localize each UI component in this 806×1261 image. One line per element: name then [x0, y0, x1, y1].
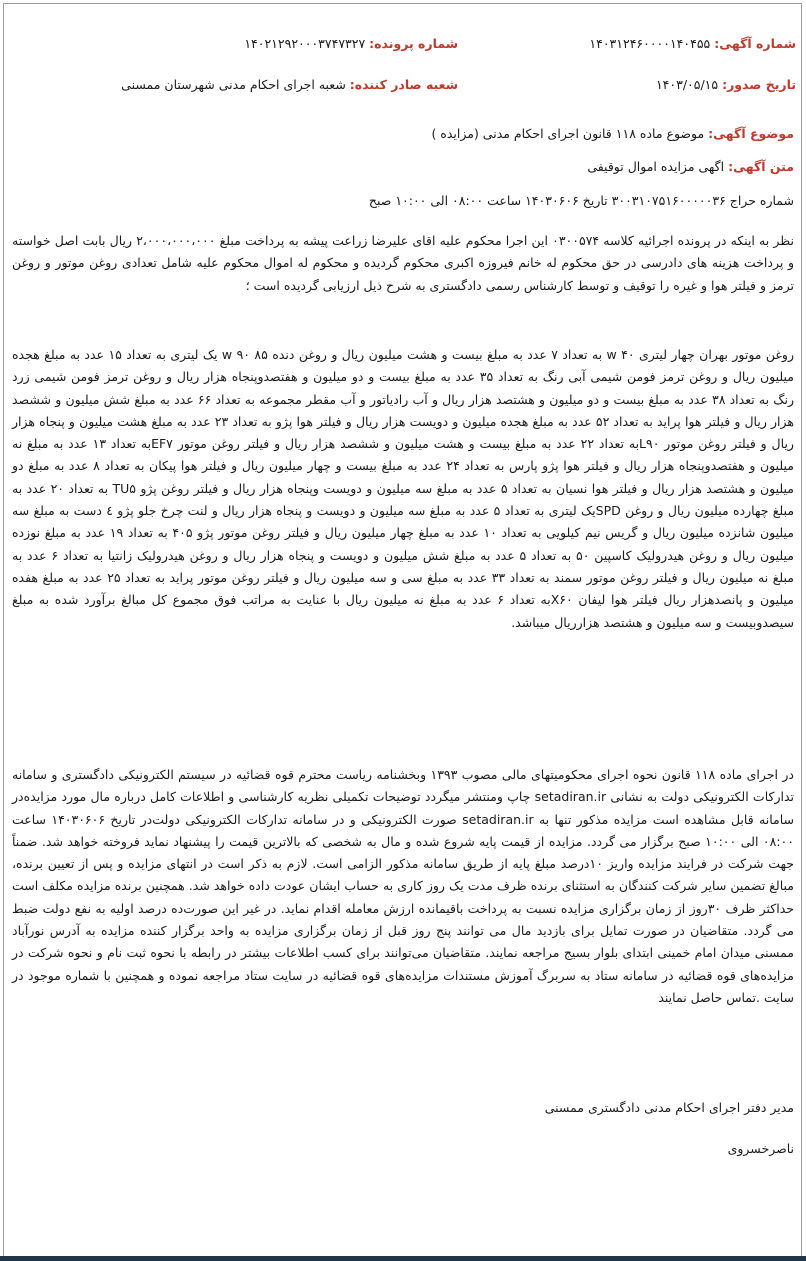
paragraph-items: روغن موتور بهران چهار لیتری ۴۰ w به تعداد ۷ عدد به مبلغ بیست و هشت میلیون ریال و روغن دنده ۸۵ ۹۰ w یک لیتری به تعداد ۱۵ عدد به مبلغ هجده میلیون ریال و روغن ترمز فومن شیمی آبی رنگ به تعداد ۳۵ عدد به مبلغ بیست و دو میلیون و هفتصدوپنجاه هزار ریال و روغن ترمز فومن شیمی زرد رنگ به تعداد ۳۸ عدد به مبلغ بیست و دو میلیون و هشتصد هزار ریال و آب رادیاتور و آب مقطر مجموعه به تعداد ۶۶ عدد به مبلغ شش میلیون و ششصد هزار ریال و فیلتر هوا پراید به تعداد ۵۲ عدد به مبلغ هجده میلیون و دویست هزار ریال و فیلتر هوا پژو به تعداد ۲۳ عدد به مبلغ هشت میلیون و پنجاه هزار ریال و فیلتر روغن موتور L۹۰به تعداد ۲۲ عدد به مبلغ بیست و هشت میلیون و ششصد هزار ریال و فیلتر روغن موتور EF۷به تعداد ۱۳ عدد به مبلغ نه میلیون و هفتصدوپنجاه هزار ریال و فیلتر هوا پژو پارس به تعداد ۲۴ عدد به مبلغ بیست و چهار میلیون ریال و فیلتر هوا پیکان به تعداد ۸ عدد به مبلغ دو میلیون و هشتصد هزار ریال و فیلتر هوا نسیان به تعداد ۵ عدد به مبلغ سه میلیون و دویست وپنجاه هزار ریال و فیلتر روغن پژو TU۵ به تعداد ۲۰ عدد به مبلغ چهارده میلیون ریال و روغن SPDیک لیتری به تعداد ۵ عدد به مبلغ سه میلیون و دویست و پنجاه هزار ریال و لنت چرخ جلو پژو ٤ دست به مبلغ سه میلیون شانزده میلیون ریال و گریس نیم کیلویی به تعداد ۱۰ عدد به مبلغ چهار میلیون ریال و فیلتر روغن موتور پژو ۴۰۵ به تعداد ۱۹ عدد به مبلغ نوزده میلیون ریال و روغن هیدرولیک کاسپین ۵۰ به تعداد ۵ عدد به مبلغ شش میلیون و دویست و پنجاه هزار ریال و روغن هیدرولیک زانتیا به تعداد ۶ عدد به مبلغ نه میلیون ریال و فیلتر روغن موتور سمند به تعداد ۳۳ عدد به مبلغ سی و سه میلیون ریال و فیلتر روغن موتور پراید به تعداد ۲۵ عدد به مبلغ هفده میلیون و پانصدهزار ریال فیلتر هوا لیفان X۶۰به تعداد ۶ عدد به مبلغ نه میلیون ریال با عنایت به مراتب فوق مجموع کل مبالغ برآورد شده به مبلغ سیصدوبیست و سه میلیون و هشتصد هزارریال میباشد. — [12, 347, 795, 630]
header-row-1 — [10, 33, 796, 55]
header-row-2 — [10, 74, 796, 96]
ad-number-value: ۱۴۰۳۱۲۴۶۰۰۰۰۱۴۰۴۵۵ — [589, 36, 711, 51]
issuer-label: شعبه صادر کننده: — [349, 77, 458, 92]
ad-number — [589, 33, 796, 55]
case-number-value: ۱۴۰۲۱۲۹۲۰۰۰۳۷۴۷۳۲۷ — [244, 36, 366, 51]
issuer — [121, 74, 458, 96]
issue-date-label: تاریخ صدور: — [722, 77, 796, 92]
auction-line: شماره حراج ۳۰۰۳۱۰۷۵۱۶۰۰۰۰۰۳۶ تاریخ ۱۴۰۳۰۶۰۶ ساعت ۰۸:۰۰ الی ۱۰:۰۰ صبح — [368, 193, 794, 208]
paragraph-intro: نظر به اینکه در پرونده اجرائیه کلاسه ۰۳۰۰۵۷۴ این اجرا محکوم علیه اقای علیرضا زراعت پیشه به پرداخت مبلغ ۲،۰۰۰،۰۰۰،۰۰۰ ریال بابت اصل خواسته و پرداخت هزینه های دادرسی در حق محکوم له خانم فیروزه اکبری محکوم گردیده و محکوم له اموال محکوم علیه شامل تعدادی روغن موتور و روغن ترمز و فیلتر هوا و غیره را توقیف و توسط کارشناس رسمی دادگستری به شرح ذیل ارزیابی گردیده است ؛ — [12, 233, 794, 293]
issuer-value: شعبه اجرای احکام مدنی شهرستان ممسنی — [121, 77, 346, 92]
ad-subject-label: موضوع آگهی: — [708, 126, 794, 141]
ad-subject-value: موضوع ماده ۱۱۸ قانون اجرای احکام مدنی (مزایده ) — [431, 126, 705, 141]
bottom-bar — [0, 1256, 806, 1261]
issue-date — [656, 74, 796, 96]
ad-subject — [12, 123, 794, 145]
case-number — [244, 33, 458, 55]
case-number-label: شماره پرونده: — [369, 36, 458, 51]
ad-text-title — [12, 156, 794, 178]
ad-text-value: اگهی مزایده اموال توقیفی — [587, 159, 725, 174]
paragraph-terms: در اجرای ماده ۱۱۸ قانون نحوه اجرای محکومیتهای مالی مصوب ۱۳۹۳ وبخشنامه ریاست محترم قوه قضائیه در سیستم الکترونیکی دادگستری و سامانه تدارکات الکترونیکی دولت به نشانی setadiran.ir چاپ ومنتشر میگردد توضیحات تکمیلی نظریه کارشناسی و اطلاعات کامل درباره مال مورد مزایده‌در سامانه قابل مشاهده است مزایده مذکور تنها به setadiran.ir صورت الکترونیکی و در سامانه تدارکات الکترونیکی دولت‌در تاریخ ۱۴۰۳۰۶۰۶ ساعت ۰۸:۰۰ الی ۱۰:۰۰ صبح برگزار می گردد. مزایده از قیمت پایه شروع شده و مال به شخصی که بالاترین قیمت را پیشنهاد نماید فروخته خواهد شد. ضمناً جهت شرکت در فرایند مزایده واریز ۱۰درصد مبلغ پایه از طریق سامانه مذکور الزامی است. لازم به ذکر است در انتهای مزایده و پس از تعیین برنده، مبالغ تضمین سایر شرکت کنندگان به استثنای برنده ظرف مدت یک روز کاری به حساب ایشان عودت داده خواهد شد. همچنین برنده مزایده مکلف است حداکثر ظرف ۳۰روز از زمان برگزاری مزایده نسبت به پرداخت باقیمانده ارزش معامله اقدام نماید. در غیر این صورت‌ده درصد اولیه به نفع دولت ضبط می گردد. متقاضیان در صورت تمایل برای بازدید مال می توانند پنج روز قبل از زمان برگزاری مزایده به واحد برگزار کننده مزایده به آدرس نورآباد ممسنی میدان امام خمینی ابتدای بلوار بسیج مراجعه نمایند. متقاضیان می‌توانند برای کسب اطلاعات بیشتر در رابطه با نحوه ثبت نام و نحوه شرکت در مزایده‌های قوه قضائیه در سامانه ستاد به سربرگ آموزش مستندات مزایده‌های قوه قضائیه در سایت ستاد مراجعه نموده و همچنین با شماره موجود در سایت .تماس حاصل نمایند — [12, 767, 795, 1005]
signature-office: مدیر دفتر اجرای احکام مدنی دادگستری ممسنی — [544, 1100, 794, 1115]
signature-name: ناصرخسروی — [727, 1141, 794, 1156]
ad-text-label: متن آگهی: — [728, 159, 794, 174]
issue-date-value: ۱۴۰۳/۰۵/۱۵ — [655, 77, 719, 92]
ad-number-label: شماره آگهی: — [714, 36, 796, 51]
